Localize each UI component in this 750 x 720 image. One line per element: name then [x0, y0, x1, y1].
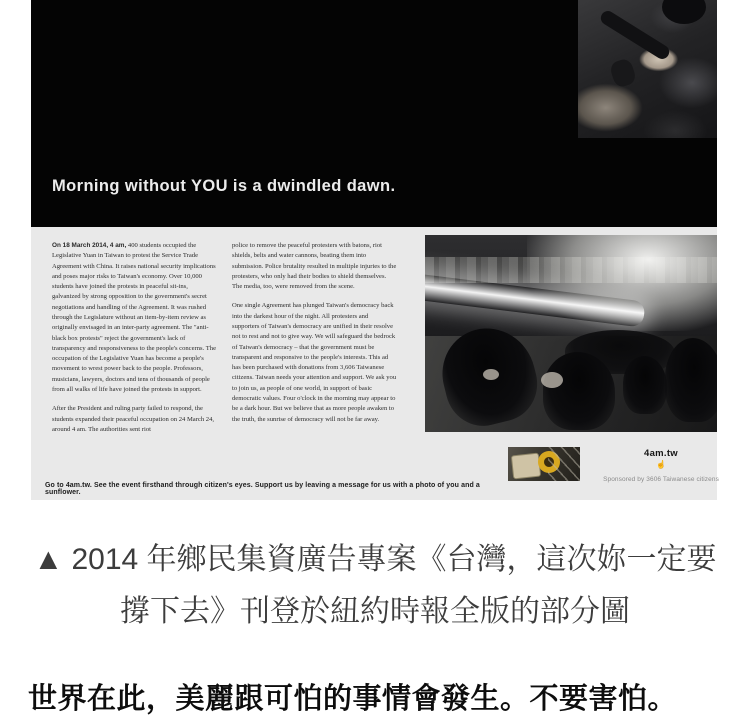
newspaper-ad-image: [31, 0, 717, 500]
ad-text-column-1: [52, 241, 217, 444]
caption-line-2: 撐下去》刊登於紐約時報全版的部分圖: [120, 595, 630, 628]
ad-paragraph-4: One single Agreement has plunged Taiwan's democracy back into the darkest hour of the night. All protesters and supporters of Taiwan's democracy are unified in their resolve not to rest and not to give way. We will safeguard the bedrock of Taiwan's democracy – that the government must be transparent and responsive to the people's interests. This ad has been purchased with donations from 3,606 Taiwanese citizens. Taiwan needs your attention and support. We ask you to join us, as people of one world, in support of basic democratic values. Four o'clock in the morning may appear to be a dark hour. But we believe that as more people awaken to the truth, the sunrise of democracy will not be far away.: [232, 302, 397, 423]
ad-logo-block: [586, 448, 736, 483]
pointing-hand-icon: ☝: [656, 460, 666, 469]
cardboard-sign-shape: [512, 454, 540, 479]
ad-paragraph-2: After the President and ruling party failed to respond, the students expanded their peaceful occupation on 24 March 24, around 4 am. The authorities sent riot: [52, 405, 215, 433]
closing-sentence: 世界在此，美麗跟可怕的事情會發生。不要害怕。: [28, 683, 678, 715]
ad-paragraph-1-lead: On 18 March 2014, 4 am,: [52, 242, 127, 249]
arm-shape: [598, 8, 672, 61]
ad-paragraph-1-body: 400 students occupied the Legislative Yuan in Taiwan to protest the Service Trade Agreement with China. It raises national security implications and poses major risks to Taiwan's economy. Over 10,000 students have joined the protests in peaceful sit-ins, galvanized by strong opposition to the government's secret negotiations and handling of the Agreement. It was rushed through the Legislature without an item-by-item review as originally envisaged in an inter-party agreement. The "anti-black box protests" reject the government's lack of transparency and responsiveness to the people's concerns. The occupation of the Legislative Yuan has become a people's movement to wrest power back to the people. Professors, musicians, lawyers, doctors and tens of thousands of people from all walks of life have joined the protests in support.: [52, 242, 217, 393]
image-caption: [0, 534, 750, 638]
water-cannon-photo: [425, 235, 717, 432]
ad-headline: Morning without YOU is a dwindled dawn.: [52, 177, 396, 195]
barricade-wire-shape: [548, 447, 580, 481]
jacket-highlight: [483, 369, 499, 380]
ad-black-header: [31, 0, 717, 227]
sponsor-credit: Sponsored by 3606 Taiwanese citizens: [603, 476, 719, 483]
caption-line-1: ▲ 2014 年鄉民集資廣告專案《台灣，這次妳一定要: [33, 543, 717, 576]
glove-shape: [609, 57, 638, 89]
ad-paragraph-1: [52, 241, 217, 395]
sunflower-photo: [508, 447, 580, 481]
protester-silhouette: [623, 356, 667, 414]
ad-body: [31, 227, 717, 500]
ad-paragraph-3: police to remove the peaceful protesters with batons, riot shields, belts and water cannons, beating them into submission. Police brutality resulted in multiple injuries to the protesters, who only had their bodies to shield themselves. The media, too, were removed from the scene.: [232, 242, 397, 291]
4am-tw-logo: 4am.tw: [643, 448, 678, 459]
ad-call-to-action: Go to 4am.tw. See the event firsthand through citizen's eyes. Support us by leaving a message for us with a photo of you and a sunflower.: [45, 482, 480, 496]
ad-text-column-2: [232, 241, 397, 434]
protester-silhouette: [665, 338, 717, 422]
helmet-shape: [662, 0, 706, 24]
protest-photo-top-right: [578, 0, 717, 138]
protester-silhouette: [543, 352, 615, 430]
jacket-highlight: [541, 372, 563, 388]
